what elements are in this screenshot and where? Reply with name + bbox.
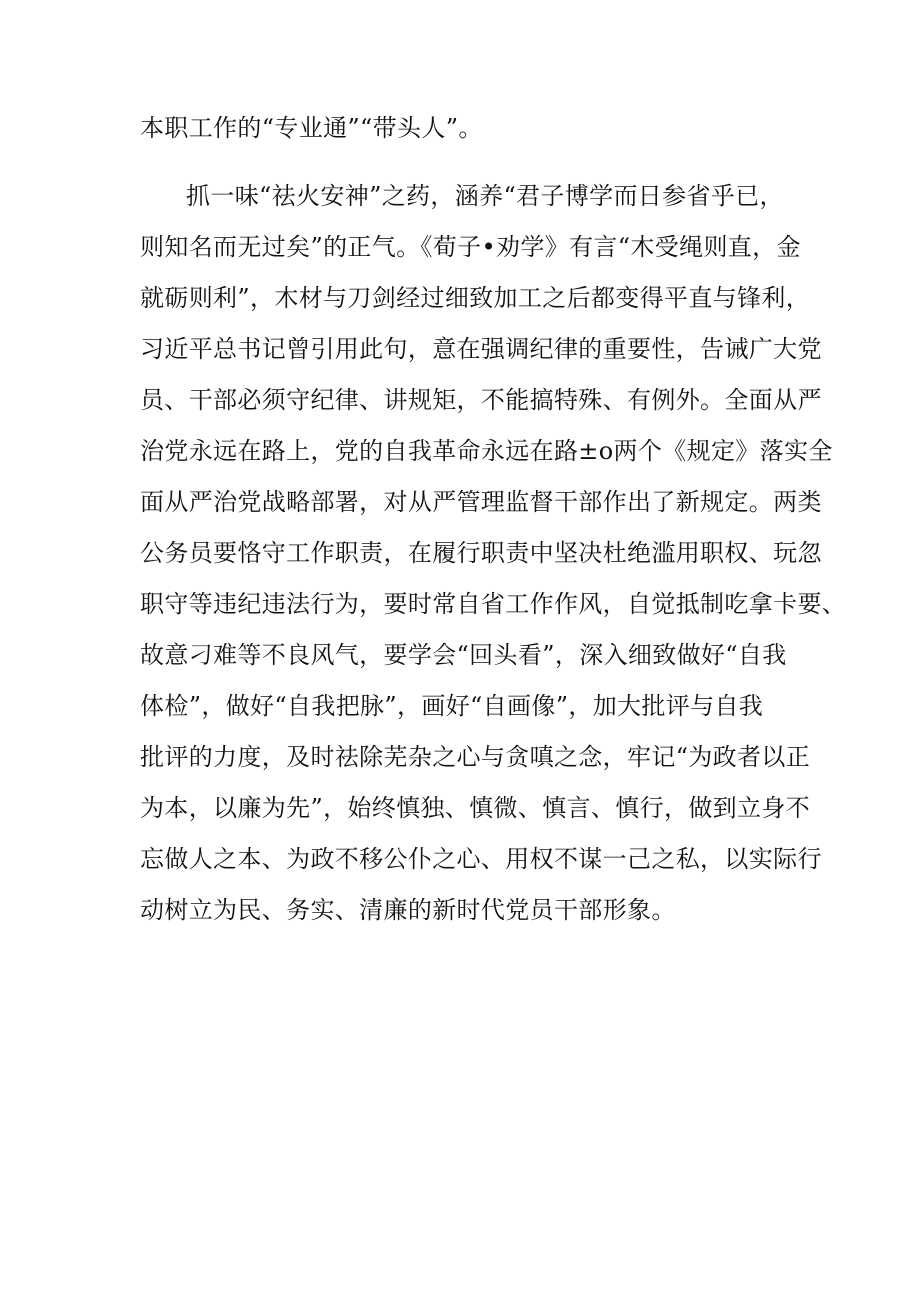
text-line: 职守等违纪违法行为，要时常自省工作作风，自觉抵制吃拿卡要、: [140, 590, 847, 618]
text-line: 就砺则利”，木材与刀剑经过细致加工之后都变得平直与锋利，: [140, 284, 811, 312]
text-line: 动树立为民、务实、清廉的新时代党员干部形象。: [140, 896, 676, 924]
text-line: 则知名而无过矣”的正气。《荀子•劝学》有言“木受绳则直，金: [140, 233, 801, 261]
text-line: 故意刁难等不良风气，要学会“回头看”，深入细致做好“自我: [140, 641, 787, 669]
text-line: 公务员要恪守工作职责，在履行职责中坚决杜绝滥用职权、玩忽: [140, 539, 822, 567]
text-line: 忘做人之本、为政不移公仆之心、用权不谋一己之私，以实际行: [140, 845, 822, 873]
text-line: 习近平总书记曾引用此句，意在强调纪律的重要性，告诫广大党: [140, 335, 822, 363]
text-line: 为本，以廉为先”，始终慎独、慎微、慎言、慎行，做到立身不: [140, 794, 811, 822]
text-line: 批评的力度，及时祛除芜杂之心与贪嗔之念，牢记“为政者以正: [140, 743, 811, 771]
text-line: 治党永远在路上，党的自我革命永远在路±o两个《规定》落实全: [140, 437, 833, 465]
text-line: 面从严治党战略部署，对从严管理监督干部作出了新规定。两类: [140, 488, 822, 516]
text-line: 体检”，做好“自我把脉”，画好“自画像”，加大批评与自我: [140, 692, 764, 720]
text-line: 员、干部必须守纪律、讲规矩，不能搞特殊、有例外。全面从严: [140, 386, 822, 414]
paragraph-first-line: 抓一味“祛火安神”之药，涵养“君子博学而日参省乎已，: [186, 182, 784, 210]
text-line: 本职工作的“专业通”“带头人”。: [140, 114, 483, 142]
